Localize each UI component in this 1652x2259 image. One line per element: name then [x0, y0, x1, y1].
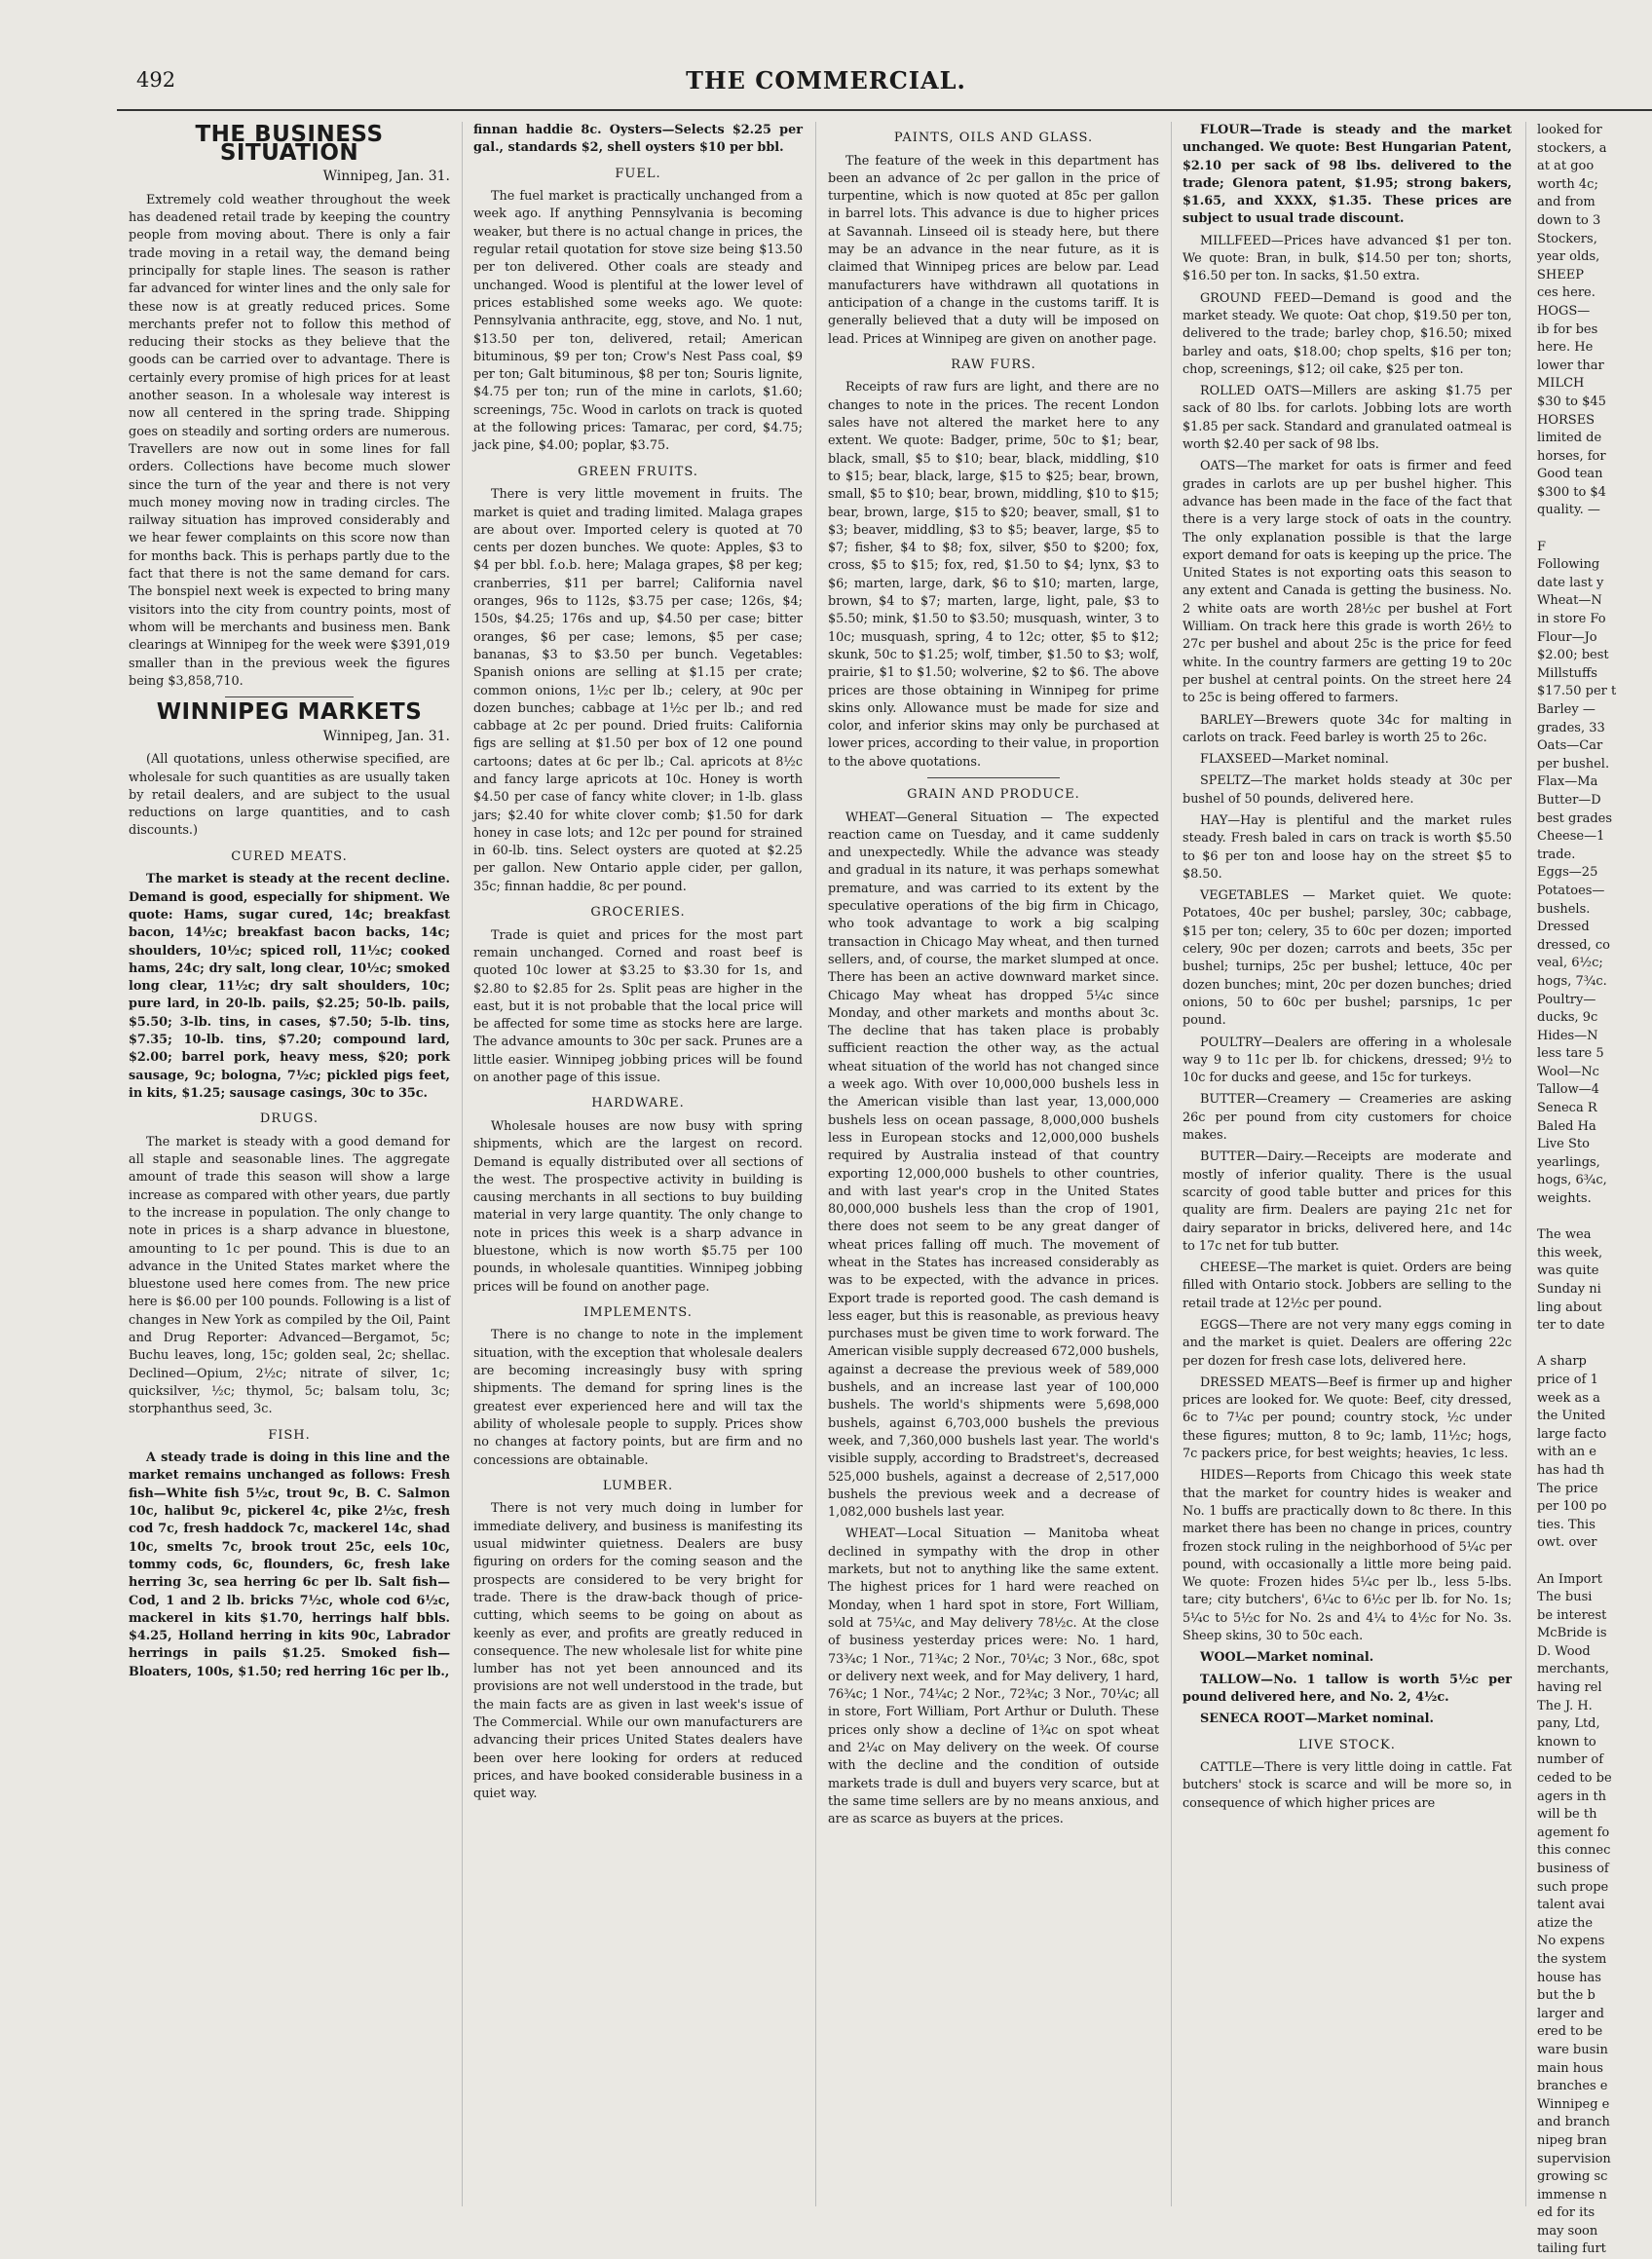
hay-report: HAY—Hay is plentiful and the market rules steady. Fresh baled in cars on track is worth $5.50 to $6 per ton and loose hay on the street $5 to $8.50. [1183, 812, 1512, 882]
implements-report: There is no change to note in the implement situation, with the exception that wholesale dealers are becoming increasingly busy with spring shipments. The demand for spring lines is the greatest ever experienced here and will tax the ability of wholesale people to supply. Prices show no changes at factory points, but are firm and no concessions are obtainable. [473, 1328, 803, 1468]
cropped-line: HOGS— [1537, 303, 1591, 319]
cropped-line: but the b [1537, 1988, 1596, 2004]
cropped-line: having rel [1537, 1680, 1602, 1696]
cropped-line: Live Sto [1537, 1137, 1590, 1152]
cropped-line: the United [1537, 1409, 1606, 1424]
cropped-line: such prope [1537, 1879, 1609, 1895]
cropped-line: lower thar [1537, 358, 1604, 373]
cropped-line: Seneca R [1537, 1101, 1597, 1116]
cropped-line: F [1537, 539, 1547, 554]
cropped-line: and branch [1537, 2115, 1610, 2130]
cropped-line: Wool—Nc [1537, 1064, 1599, 1079]
cropped-line: growing sc [1537, 2169, 1608, 2185]
cropped-line: Following [1537, 557, 1600, 573]
column-2 [473, 122, 803, 2167]
cropped-line: Winnipeg e [1537, 2096, 1610, 2112]
business-situation-heading: THE BUSINESS SITUATION [195, 122, 384, 166]
cropped-line: agers in th [1537, 1788, 1607, 1804]
wheat-local-report: WHEAT—Local Situation — Manitoba wheat declined in sympathy with the drop in other markets, but not to anything like the same extent. The highest prices for 1 hard were reached on Monday, when 1 hard spot in store, Fort William, sold at 75¼c, and May delivery 78½c. At the close of business yesterday prices were: No. 1 hard, 73¾c; 1 Nor., 71¾c; 2 Nor., 70¼c; 3 Nor., 68c, spot or delivery next week, and for May delivery, 1 hard, 76¾c; 1 Nor., 74¼c; 2 Nor., 72¾c; 3 Nor., 70¼c; all in store, Fort William, Port Arthur or Duluth. These prices only show a decline of 1¾c on spot wheat and 2¼c on May delivery on the week. Of course with the decline and the condition of outside markets trade is dull and buyers very scarce, but at the same time sellers are by no means anxious, and are as scarce as buyers at the prices. [828, 1526, 1159, 1827]
cropped-line: main hous [1537, 2060, 1603, 2076]
cropped-line: ces here. [1537, 285, 1596, 301]
butter-dairy-report: BUTTER—Dairy.—Receipts are moderate and mostly of inferior quality. There is the usual scarcity of good table butter and prices for this quality are firm. Dealers are paying 21c net for dairy separator in bricks, delivered here, and 14c to 17c net for tub butter. [1183, 1149, 1512, 1254]
dressed-meats-report: DRESSED MEATS—Beef is firmer up and higher prices are looked for. We quote: Beef, city dressed, 6c to 7¼c per pound; country stock, ½c under these figures; mutton, 8 to 9c; lamb, 11½c; hogs, 7c packers price, for best weights; heavies, 1c less. [1183, 1374, 1512, 1462]
cropped-line: No expens [1537, 1934, 1605, 1949]
cropped-line: the system [1537, 1951, 1607, 1967]
cropped-line: Hides—N [1537, 1028, 1598, 1043]
cropped-line: veal, 6½c; [1537, 956, 1603, 971]
cropped-line: week as a [1537, 1390, 1600, 1406]
cropped-line [1537, 520, 1652, 539]
flaxseed-report: FLAXSEED—Market nominal. [1200, 752, 1389, 768]
cropped-line: Good tean [1537, 467, 1603, 482]
cropped-line: this connec [1537, 1843, 1611, 1859]
business-dateline: Winnipeg, Jan. 31. [322, 169, 450, 185]
cropped-line: best grades [1537, 810, 1613, 826]
markets-dateline: Winnipeg, Jan. 31. [322, 728, 450, 744]
drugs-heading: DRUGS. [259, 1111, 319, 1127]
hardware-heading: HARDWARE. [591, 1096, 685, 1111]
flour-report: FLOUR—Trade is steady and the market unchanged. We quote: Best Hungarian Patent, $2.10 per sack of 98 lbs. delivered to the trade; Glenora patent, $1.95; strong bakers, $1.65, and XXXX, $1.35. These prices are subject to usual trade discount. [1183, 123, 1512, 227]
cropped-line: ed for its [1537, 2205, 1596, 2221]
cropped-line: stockers, a [1537, 140, 1607, 156]
cropped-line: Poultry— [1537, 992, 1596, 1007]
cropped-line [1537, 1336, 1652, 1354]
cropped-line [1537, 1209, 1652, 1227]
cropped-line: Cheese—1 [1537, 829, 1605, 845]
vegetables-report: VEGETABLES — Market quiet. We quote: Potatoes, 40c per bushel; parsley, 30c; cabbage, $15 per ton; celery, 35 to 60c per dozen; imported celery, 90c per dozen; carrots and beets, 35c per bushel; turnips, 25c per bushel; lettuce, 40c per dozen bunches; mint, 20c per dozen bunches; dried onions, 50 to 60c per bushel; parsnips, 1c per pound. [1183, 888, 1512, 1029]
tallow-report: TALLOW—No. 1 tallow is worth 5½c per pound delivered here, and No. 2, 4½c. [1183, 1672, 1512, 1705]
cropped-line: grades, 33 [1537, 720, 1605, 735]
cropped-line: dressed, co [1537, 937, 1610, 953]
cropped-line: owt. over [1537, 1535, 1597, 1551]
green-fruits-heading: GREEN FRUITS. [578, 464, 698, 479]
masthead-rule [117, 109, 1652, 111]
cropped-line: tailing furt [1537, 2241, 1606, 2257]
millfeed-report: MILLFEED—Prices have advanced $1 per ton. We quote: Bran, in bulk, $14.50 per ton; shorts, $16.50 per ton. In sacks, $1.50 extra. [1183, 233, 1512, 284]
butter-creamery-report: BUTTER—Creamery — Creameries are asking 26c per pound from city customers for choice makes. [1183, 1092, 1512, 1144]
cropped-line: in store Fo [1537, 612, 1606, 627]
cropped-line: house has [1537, 1970, 1601, 1985]
cropped-line: known to [1537, 1734, 1596, 1750]
implements-heading: IMPLEMENTS. [583, 1304, 693, 1320]
cropped-line: was quite [1537, 1263, 1599, 1279]
cropped-line: merchants, [1537, 1662, 1610, 1677]
cropped-line: Butter—D [1537, 792, 1601, 808]
cropped-line: large facto [1537, 1426, 1607, 1442]
cropped-line: $17.50 per t [1537, 684, 1617, 699]
cropped-line: may soon [1537, 2223, 1598, 2239]
poultry-report: POULTRY—Dealers are offering in a wholesale way 9 to 11c per lb. for chickens, dressed; 9½ to 10c for ducks and geese, and 15c for turkeys. [1183, 1035, 1512, 1086]
cropped-line: ducks, 9c [1537, 1010, 1598, 1026]
barley-report: BARLEY—Brewers quote 34c for malting in carlots on track. Feed barley is worth 25 to 26c. [1183, 712, 1512, 745]
cropped-line: ceded to be [1537, 1771, 1612, 1787]
cropped-line: ties. This [1537, 1517, 1596, 1532]
cropped-line: at at goo [1537, 159, 1595, 174]
cropped-line: per 100 po [1537, 1499, 1607, 1515]
wheat-general-report: WHEAT—General Situation — The expected reaction came on Tuesday, and it came suddenly and unexpectedly. While the advance was steady and gradual in its nature, it was perhaps somewhat premature, and was carried to its extent by the speculative operations of the big firm in Chicago, who took advantage to work a big scalping transaction in Chicago May wheat, and then turned sellers, and, of course, the market slumped at once. There has been an active downward market since. Chicago May wheat has dropped 5¼c since Monday, and other markets and months about 3c. The decline that has taken place is probably sufficient reaction the other way, as the actual wheat situation of the world has not changed since a week ago. With over 10,000,000 bushels less in the American visible than last year, 13,000,000 bushels less on ocean passage, 8,000,000 bushels less in European stocks and 12,000,000 bushels required by Australia instead of that country exporting 12,000,000 bushels to other countries, and with last year's crop in the United States 80,000,000 bushels less than the crop of 1901, there does not seem to be any great danger of wheat prices falling off much. The movement of wheat in the States has increased considerably as was to be expected, with the advance in prices. Export trade is reported good. The cash demand is less eager, but this is reasonable, as previous heavy purchases must be given time to work forward. The American visible supply decreased 672,000 bushels, against a decrease the previous week of 589,000 bushels, and an increase last year of 100,000 bushels. The world's shipments were 5,698,000 bushels, against 6,703,000 bushels the previous week, and 7,360,000 bushels last year. The world's visible supply, according to Bradstreet's, decreased 525,000 bushels, against a decrease of 2,517,000 bushels the previous week and a decrease of 1,082,000 bushels last year. [828, 809, 1159, 1521]
fish-report-continued: finnan haddie 8c. Oysters—Selects $2.25 per gal., standards $2, shell oysters $10 per bbl. [473, 123, 803, 156]
groceries-report: Trade is quiet and prices for the most part remain unchanged. Corned and roast beef is quoted 10c lower at $3.25 to $3.30 for 1s, and $2.80 to $2.85 for 2s. Split peas are higher in the east, but it is not probable that the local price will be affected for some time as stocks here are large. The advance amounts to 30c per sack. Prunes are a little easier. Winnipeg jobbing prices will be found on another page of this issue. [473, 927, 803, 1086]
drugs-report: The market is steady with a good demand for all staple and seasonable lines. The aggregate amount of trade this season will show a large increase as compared with other years, due partly to the increase in population. The only change to note in prices is a sharp advance in bluestone, amounting to 1c per pound. This is due to an advance in the United States market where the bluestone used here comes from. The new price here is $6.00 per 100 pounds. Following is a list of changes in New York as compiled by the Oil, Paint and Drug Reporter: Advanced—Bergamot, 5c; Buchu leaves, long, 15c; golden seal, 2c; shellac. Declined—Opium, 2½c; nitrate of silver, 1c; quicksilver, ½c; thymol, 5c; balsam tolu, 3c; storphanthus seed, 3c. [129, 1134, 450, 1417]
cropped-line [1537, 1553, 1652, 1571]
cropped-line: A sharp [1537, 1354, 1587, 1370]
quotations-note: (All quotations, unless otherwise specified, are wholesale for such quantities as are usually taken by retail dealers, and are subject to the usual reductions on large quantities, and to cash discounts.) [129, 752, 450, 839]
speltz-report: SPELTZ—The market holds steady at 30c per bushel of 50 pounds, delivered here. [1183, 773, 1512, 807]
cropped-line: down to 3 [1537, 212, 1601, 228]
masthead: THE COMMERCIAL. [686, 66, 966, 94]
fuel-heading: FUEL. [615, 166, 661, 181]
cropped-line: pany, Ltd, [1537, 1716, 1600, 1732]
cropped-line: $300 to $4 [1537, 484, 1606, 500]
cropped-line: here. He [1537, 340, 1594, 356]
oats-report: OATS—The market for oats is firmer and feed grades in carlots are up per bushel higher. This advance has been made in the face of the fact that there is a very large stock of oats in the country. The only explanation possible is that the large export demand for oats is keeping up the price. The United States is not exporting oats this season to any extent and Canada is getting the business. No. 2 white oats are worth 28½c per bushel at Fort William. On track here this grade is worth 26½ to 27c per bushel and about 25c is the price for feed white. In the country farmers are getting 19 to 20c per bushel at central points. On the street here 24 to 25c is being offered to farmers. [1183, 459, 1512, 706]
cattle-report: CATTLE—There is very little doing in cattle. Fat butchers' stock is scarce and will be more so, in consequence of which higher prices are [1183, 1760, 1512, 1811]
cropped-line: Potatoes— [1537, 883, 1605, 898]
cropped-line: MILCH [1537, 376, 1585, 392]
cropped-line: business of [1537, 1862, 1609, 1876]
cropped-line: atize the [1537, 1915, 1594, 1931]
paints-heading: PAINTS, OILS AND GLASS. [893, 131, 1094, 145]
cropped-line: nipeg bran [1537, 2132, 1607, 2148]
cropped-line: Eggs—25 [1537, 865, 1598, 881]
cropped-line: Flour—Jo [1537, 629, 1597, 645]
cropped-line: bushels. [1537, 901, 1591, 917]
cropped-line: worth 4c; [1537, 176, 1598, 192]
column-5-cropped [1537, 122, 1652, 2257]
article-separator [927, 777, 1060, 778]
paints-report: The feature of the week in this department has been an advance of 2c per gallon in the price of turpentine, which is now quoted at 85c per gallon in barrel lots. This advance is due to higher prices at Savannah. Linseed oil is steady here, but there may be an advance in the near future, as it is claimed that Winnipeg prices are below par. Lead manufacturers have withdrawn all quotations in anticipation of a change in the customs tariff. It is generally believed that a duty will be imposed on lead. Prices at Winnipeg are given on another page. [828, 153, 1159, 347]
cropped-line: with an e [1537, 1445, 1596, 1460]
cropped-line: and from [1537, 195, 1596, 210]
cropped-line: Sunday ni [1537, 1282, 1601, 1297]
cropped-line: yearlings, [1537, 1154, 1600, 1170]
cropped-line: The busi [1537, 1590, 1593, 1605]
cropped-line: limited de [1537, 431, 1602, 446]
cropped-line: Barley — [1537, 702, 1596, 717]
cropped-line: Wheat—N [1537, 593, 1602, 609]
cropped-line: Millstuffs [1537, 665, 1597, 681]
fuel-report: The fuel market is practically unchanged from a week ago. If anything Pennsylvania is becoming weaker, but there is no actual change in prices, the regular retail quotation for stove size being $13.50 per ton delivered. Other coals are steady and unchanged. Wood is plentiful at the lower level of prices established some weeks ago. We quote: Pennsylvania anthracite, egg, stove, and No. 1 nut, $13.50 per ton, delivered, retail; American bituminous, $9 per ton; Crow's Nest Pass coal, $9 per ton; Galt bituminous, $8 per ton; Souris lignite, $4.75 per ton; run of the mine in carlots, $1.60; screenings, 75c. Wood in carlots on track is quoted at the following prices: Tamarac, per cord, $4.75; jack pine, $4.00; poplar, $3.75. [473, 189, 803, 454]
cropped-line: ling about [1537, 1299, 1602, 1315]
cropped-line: ware busin [1537, 2042, 1608, 2057]
column-divider [815, 122, 816, 2206]
grain-produce-heading: GRAIN AND PRODUCE. [907, 786, 1080, 802]
cropped-line: hogs, 7¾c. [1537, 973, 1607, 989]
cropped-line: will be th [1537, 1807, 1597, 1823]
cropped-line: hogs, 6¾c, [1537, 1173, 1607, 1188]
cropped-line: price of 1 [1537, 1372, 1598, 1387]
wool-report: WOOL—Market nominal. [1200, 1650, 1374, 1666]
cropped-line: larger and [1537, 2006, 1604, 2021]
cropped-line: looked for [1537, 123, 1602, 137]
cropped-line: Flax—Ma [1537, 774, 1598, 790]
cropped-line: HORSES [1537, 412, 1596, 428]
cropped-line: horses, for [1537, 448, 1606, 464]
cropped-line: quality. — [1537, 503, 1600, 518]
fish-report: A steady trade is doing in this line and the market remains unchanged as follows: Fresh fish—White fish 5½c, trout 9c, B. C. Salmon 10c, halibut 9c, pickerel 4c, pike 2½c, fresh cod 7c, fresh haddock 7c, mackerel 14c, shad 10c, smelts 7c, brook trout 25c, eels 10c, tommy cods, 6c, flounders, 6c, fresh lake herring 3c, sea herring 6c per lb. Salt fish—Cod, 1 and 2 lb. bricks 7½c, whole cod 6½c, mackerel in kits $1.70, herrings half bbls. $4.25, Holland herring in kits 90c, Labrador herrings in pails $1.25. Smoked fish—Bloaters, 100s, $1.50; red herring 16c per lb., [129, 1450, 450, 1679]
cropped-line: ter to date [1537, 1318, 1605, 1334]
eggs-report: EGGS—There are not very many eggs coming in and the market is quiet. Dealers are offering 22c per dozen for fresh case lots, delivered here. [1183, 1318, 1512, 1369]
column-divider [462, 122, 463, 2206]
cropped-line: Baled Ha [1537, 1118, 1596, 1134]
winnipeg-markets-heading: WINNIPEG MARKETS [156, 699, 423, 726]
cropped-line: date last y [1537, 575, 1604, 590]
business-article: Extremely cold weather throughout the week has deadened retail trade by keeping the country people from moving about. There is only a fair trade moving in a retail way, the demand being principally for staple lines. The season is rather far advanced for winter lines and the only sale for these now is at greatly reduced prices. Some merchants prefer not to follow this method of reducing their stocks as they believe that the goods can be carried over to advantage. There is certainly every promise of high prices for at least another season. In a wholesale way interest is now all centered in the spring trade. Shipping goes on steadily and sorting orders are numerous. Travellers are now out in some lines for fall orders. Collections have become much slower since the turn of the year and there is not very much money moving now in trading circles. The railway situation has improved considerably and we hear fewer complaints on this score now than for months back. This is perhaps partly due to the fact that there is not the same demand for cars. The bonspiel next week is expected to bring many visitors into the city from country points, most of whom will be merchants and business men. Bank clearings at Winnipeg for the week were $391,019 smaller than in the previous week the figures being $3,858,710. [129, 192, 450, 689]
green-fruits-report: There is very little movement in fruits. The market is quiet and trading limited. Malaga grapes are about over. Imported celery is quoted at 70 cents per dozen bunches. We quote: Apples, $3 to $4 per bbl. f.o.b. here; Malaga grapes, $8 per keg; cranberries, $11 per barrel; California navel oranges, 96s to 112s, $3.75 per case; 126s, $4; 150s, $4.25; 176s and up, $4.50 per case; bitter oranges, $6 per case; lemons, $5 per case; bananas, $3 to $3.50 per bunch. Vegetables: Spanish onions are selling at $1.15 per crate; common onions, 1½c per lb.; celery, at 90c per dozen bunches; cabbage at 1½c per lb.; and red cabbage at 2c per pound. Dried fruits: California figs are selling at $1.50 per box of 12 one pound cartoons; dates at 6c per lb.; Cal. apricots at 8½c and fancy large apricots at 10c. Honey is worth $4.50 per case of fancy white clover; in 1-lb. glass jars; $2.40 for white clover comb; $1.50 for dark honey in case lots; and 12c per pound for strained in 60-lb. tins. Select oysters are quoted at $2.25 per gallon. New Ontario apple cider, per gallon, 35c; finnan haddie, 8c per pound. [473, 487, 803, 894]
cured-meats-report: The market is steady at the recent decline. Demand is good, especially for shipment. We quote: Hams, sugar cured, 14c; breakfast bacon, 14½c; breakfast bacon backs, 14c; shoulders, 10½c; spiced roll, 11½c; cooked hams, 24c; dry salt, long clear, 10½c; smoked long clear, 11½c; dry salt shoulders, 10c; pure lard, in 20-lb. pails, $2.25; 50-lb. pails, $5.50; 3-lb. tins, in cases, $7.50; 5-lb. tins, $7.35; 10-lb. tins, $7.20; compound lard, $2.00; barrel pork, heavy mess, $20; pork sausage, 9c; bologna, 7½c; pickled pigs feet, in kits, $1.25; sausage casings, 30c to 35c. [129, 872, 450, 1101]
cropped-line: Oats—Car [1537, 738, 1603, 754]
cropped-line: ib for bes [1537, 321, 1598, 337]
cropped-line: has had th [1537, 1462, 1605, 1478]
cheese-report: CHEESE—The market is quiet. Orders are being filled with Ontario stock. Jobbers are selling to the retail trade at 12½c per pound. [1183, 1261, 1512, 1311]
cropped-line: ered to be [1537, 2024, 1603, 2040]
cropped-line: McBride is [1537, 1626, 1607, 1641]
cropped-line: per bushel. [1537, 756, 1610, 772]
lumber-report: There is not very much doing in lumber for immediate delivery, and business is manifesting its usual midwinter quietness. Dealers are busy figuring on orders for the coming season and the prospects are considered to be very bright for trade. There is the draw-back though of price-cutting, which seems to be going on about as keenly as ever, and profits are greatly reduced in consequence. The new wholesale list for white pine lumber has not yet been announced and its provisions are not well understood in the trade, but the main facts are as given in last week's issue of The Commercial. While our own manufacturers are advancing their prices United States dealers have been over here looking for orders at reduced prices, and have booked considerable business in a quiet way. [473, 1501, 803, 1802]
cropped-line: Dressed [1537, 920, 1590, 935]
cropped-line: less tare 5 [1537, 1046, 1604, 1062]
cropped-line: The price [1537, 1481, 1598, 1496]
column-divider [1171, 122, 1172, 2206]
rolled-oats-report: ROLLED OATS—Millers are asking $1.75 per sack of 80 lbs. for carlots. Jobbing lots are worth $1.85 per sack. Standard and granulated oatmeal is worth $2.40 per sack of 98 lbs. [1183, 384, 1512, 453]
cropped-line: Tallow—4 [1537, 1082, 1599, 1098]
cropped-line: $2.00; best [1537, 648, 1609, 663]
lumber-heading: LUMBER. [602, 1478, 674, 1493]
column-3 [828, 122, 1159, 2167]
hardware-report: Wholesale houses are now busy with spring shipments, which are the largest on record. Demand is equally distributed over all sections of the west. The prospective activity in building is causing merchants in all sections to buy building material in very large quantity. The only change to note in prices this week is a sharp advance in bluestone, which is now worth $5.75 per 100 pounds, in wholesale quantities. Winnipeg jobbing prices will be found on another page. [473, 1118, 803, 1295]
cropped-line: SHEEP [1537, 267, 1584, 282]
cropped-line: Stockers, [1537, 231, 1597, 246]
cropped-line: this week, [1537, 1245, 1603, 1261]
cropped-line: weights. [1537, 1191, 1592, 1207]
column-4 [1183, 122, 1512, 2167]
cropped-line: talent avai [1537, 1898, 1605, 1913]
groceries-heading: GROCERIES. [590, 905, 686, 921]
raw-furs-heading: RAW FURS. [951, 357, 1036, 372]
cropped-line: trade. [1537, 847, 1576, 862]
live-stock-heading: LIVE STOCK. [1298, 1737, 1396, 1752]
cropped-line: supervision [1537, 2151, 1611, 2166]
fish-heading: FISH. [268, 1427, 311, 1443]
cropped-line: D. Wood [1537, 1643, 1591, 1659]
cropped-line: The wea [1537, 1227, 1592, 1243]
cropped-line: branches e [1537, 2079, 1608, 2094]
column-divider [1525, 122, 1526, 2206]
cropped-line: year olds, [1537, 249, 1600, 265]
cured-meats-heading: CURED MEATS. [231, 848, 348, 864]
page-number: 492 [136, 68, 176, 92]
cropped-line: $30 to $45 [1537, 394, 1606, 409]
cropped-line: The J. H. [1537, 1698, 1593, 1713]
ground-feed-report: GROUND FEED—Demand is good and the market steady. We quote: Oat chop, $19.50 per ton, delivered to the trade; barley chop, $16.50; mixed barley and oats, $18.00; chop spelts, $16 per ton; chop, screenings, $12; oil cake, $25 per ton. [1183, 290, 1512, 377]
column-1 [129, 122, 450, 2167]
hides-report: HIDES—Reports from Chicago this week state that the market for country hides is weaker and No. 1 buffs are practically down to 8c there. In this market there has been no change in prices, country frozen stock ruling in the neighborhood of 5¼c per pound, with occasionally a little more being paid. We quote: Frozen hides 5¼c per lb., less 5-lbs. tare; city butchers', 6¼c to 6½c per lb. for No. 1s; 5¼c to 5½c for No. 2s and 4¼ to 4½c for No. 3s. Sheep skins, 30 to 50c each. [1183, 1468, 1512, 1644]
cropped-line: agement fo [1537, 1825, 1610, 1840]
cropped-line: be interest [1537, 1607, 1607, 1623]
raw-furs-report: Receipts of raw furs are light, and there are no changes to note in the prices. The recent London sales have not altered the market here to any extent. We quote: Badger, prime, 50c to $1; bear, black, small, $5 to $10; bear, black, middling, $10 to $15; bear, black, large, $15 to $25; bear, brown, small, $5 to $10; bear, brown, middling, $10 to $15; bear, brown, large, $15 to $20; beaver, small, $1 to $3; beaver, middling, $3 to $5; beaver, large, $5 to $7; fisher, $4 to $8; fox, silver, $50 to $200; fox, cross, $5 to $15; fox, red, $1.50 to $4; lynx, $3 to $6; marten, large, dark, $6 to $10; marten, large, brown, $4 to $7; marten, large, light, pale, $3 to $5.50; mink, $1.50 to $3.50; musquash, winter, 3 to 10c; musquash, spring, 4 to 12c; otter, $5 to $12; skunk, 50c to $1.25; wolf, timber, $1.50 to $3; wolf, prairie, $1 to $1.50; wolverine, $2 to $6. The above prices are those obtaining in Winnipeg for prime skins only. Allowance must be made for size and color, and inferior skins may only be purchased at lower prices, according to their value, in proportion to the above quotations. [828, 380, 1159, 770]
cropped-line: number of [1537, 1752, 1604, 1768]
cropped-line: An Import [1537, 1571, 1602, 1587]
seneca-root-report: SENECA ROOT—Market nominal. [1200, 1712, 1434, 1727]
cropped-line: immense n [1537, 2187, 1607, 2203]
